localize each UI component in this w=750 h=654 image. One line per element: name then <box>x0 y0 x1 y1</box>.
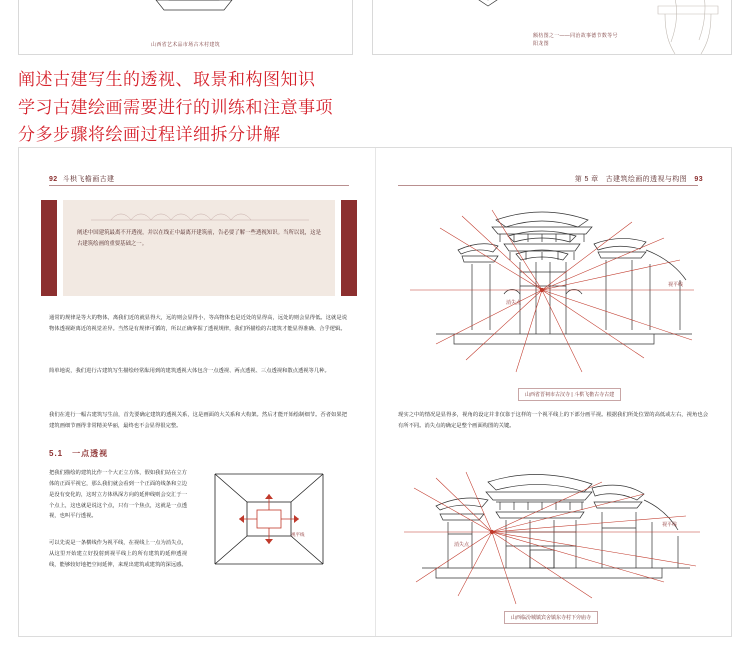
top-page-right <box>372 0 732 55</box>
left-folio: 92 <box>49 176 58 183</box>
left-paragraph-2: 简单地说，我们进行古建筑写生描绘经常酝用到的建筑透视大体包含一点透视、两点透视、三点透视和散点透视等几种。 <box>49 368 330 374</box>
right-paragraph: 现实之中的情况是显得多，视角的设定并非仅靠于这样的一个视平线上的下部分画平视。根据我们所处位置的高低或左右，视角也会有所不同。消失点的确定是整个画面构图的关键。 <box>398 412 708 429</box>
vanishing-point-label-bottom: 消失点 <box>454 542 470 548</box>
right-running-head-text: 古建筑绘画的透视与构图 <box>605 176 688 183</box>
left-sidebar-bar-start <box>41 200 57 296</box>
headline-line-2: 学习古建绘画需要进行的训练和注意事项 <box>18 97 333 117</box>
top-right-caption-line2: 阳龙图 <box>533 40 549 47</box>
quote-text: 阐述中国建筑最离不开透视，并以在线正中最离开建筑前，告必要了解一些透视知识。当所以说，这是古建筑绘画的重要基础之一。 <box>77 230 321 247</box>
left-sidebar-bar-end <box>341 200 357 296</box>
horizon-label-bottom: 视平线 <box>662 522 678 528</box>
section-number: 5.1 <box>49 449 64 458</box>
top-partial-spread <box>0 0 750 55</box>
cube-diagram-svg <box>195 466 347 574</box>
vanishing-point-label-top: 消失点 <box>506 300 522 306</box>
svg-text:视平线: 视平线 <box>291 532 305 537</box>
left-running-head <box>49 174 114 184</box>
right-folio: 93 <box>694 176 703 183</box>
temple-gate-svg <box>396 458 708 608</box>
left-column-paragraph-1: 把我们描绘的建筑比作一个大正立方体，假如我们站在立方体的正面平视它，那么我们就会看到一个正面的线条和立边是没有变化的，这时立方体纵深方向的延伸线则会交汇于一个点上，这也就是说这个点，只有一个焦点，这就是一点透视，也叫平行透视。 <box>49 470 187 520</box>
illustration-temple-gate <box>396 458 708 608</box>
top-page-left <box>18 0 353 55</box>
horizon-label-top: 视平线 <box>668 282 684 288</box>
headline-block <box>18 66 718 149</box>
quote-box <box>63 200 335 296</box>
headline-line-3: 分多步骤将绘画过程详细拆分讲解 <box>18 125 281 145</box>
archway-svg <box>396 194 708 382</box>
section-title: 一点透视 <box>72 449 109 458</box>
figure-caption-top: 山西省晋祠市古汉寺 | 斗栱飞檐古寺古建 <box>518 388 621 401</box>
book-page-right <box>376 148 731 636</box>
illustration-archway <box>396 194 708 382</box>
one-point-perspective-diagram <box>195 466 347 574</box>
left-header-rule <box>49 185 349 186</box>
section-heading <box>49 448 108 459</box>
top-left-caption: 山西省艺术品市场古木村建筑 <box>151 42 220 48</box>
quote-ornament <box>91 208 309 222</box>
headline-line-1: 阐述古建写生的透视、取景和构图知识 <box>18 70 316 89</box>
book-page-left <box>19 148 376 636</box>
right-running-head <box>575 174 703 184</box>
figure-caption-bottom: 山西临汾城镇宾舍镇东寺村下旁庙寺 <box>504 611 598 624</box>
book-spread <box>18 147 732 637</box>
left-column-paragraph-2: 可以先说是一条横线作为视平线，在视线上一点为消失点，从这里开始建立好投射到视平线上的所有建筑的延伸透视线，能够较好地把空间延伸，来现出建筑或建筑的深远感。 <box>49 540 187 568</box>
left-running-head-text: 斗栱飞檐画古建 <box>62 176 115 183</box>
left-paragraph-1: 通常的规律是等大的物体，离我们近的就显得大，远的则会显得小，等高物体也是近处的显得高，远处的则会显得低。这就是说物体透视距离近的视觉差异。当然是有规律可循的，所以正确掌握了透视规律，我们所描绘的古建筑才能显得准确、合乎逻辑。 <box>49 315 347 332</box>
right-header-rule <box>398 185 698 186</box>
top-right-caption-line1: 额枋图之一——同治故事德节数等号 <box>533 33 618 39</box>
left-paragraph-3: 我们在进行一幅古建筑写生前，首先要确定建筑的透视关系，这是画面的大关系和大构架。然后才能开始绘制细节。否者如果把建筑画细节画得非常精美华丽，最终也不会显得很完整。 <box>49 412 347 429</box>
top-right-caption <box>373 33 618 48</box>
right-chapter-label: 第 5 章 <box>574 176 599 183</box>
